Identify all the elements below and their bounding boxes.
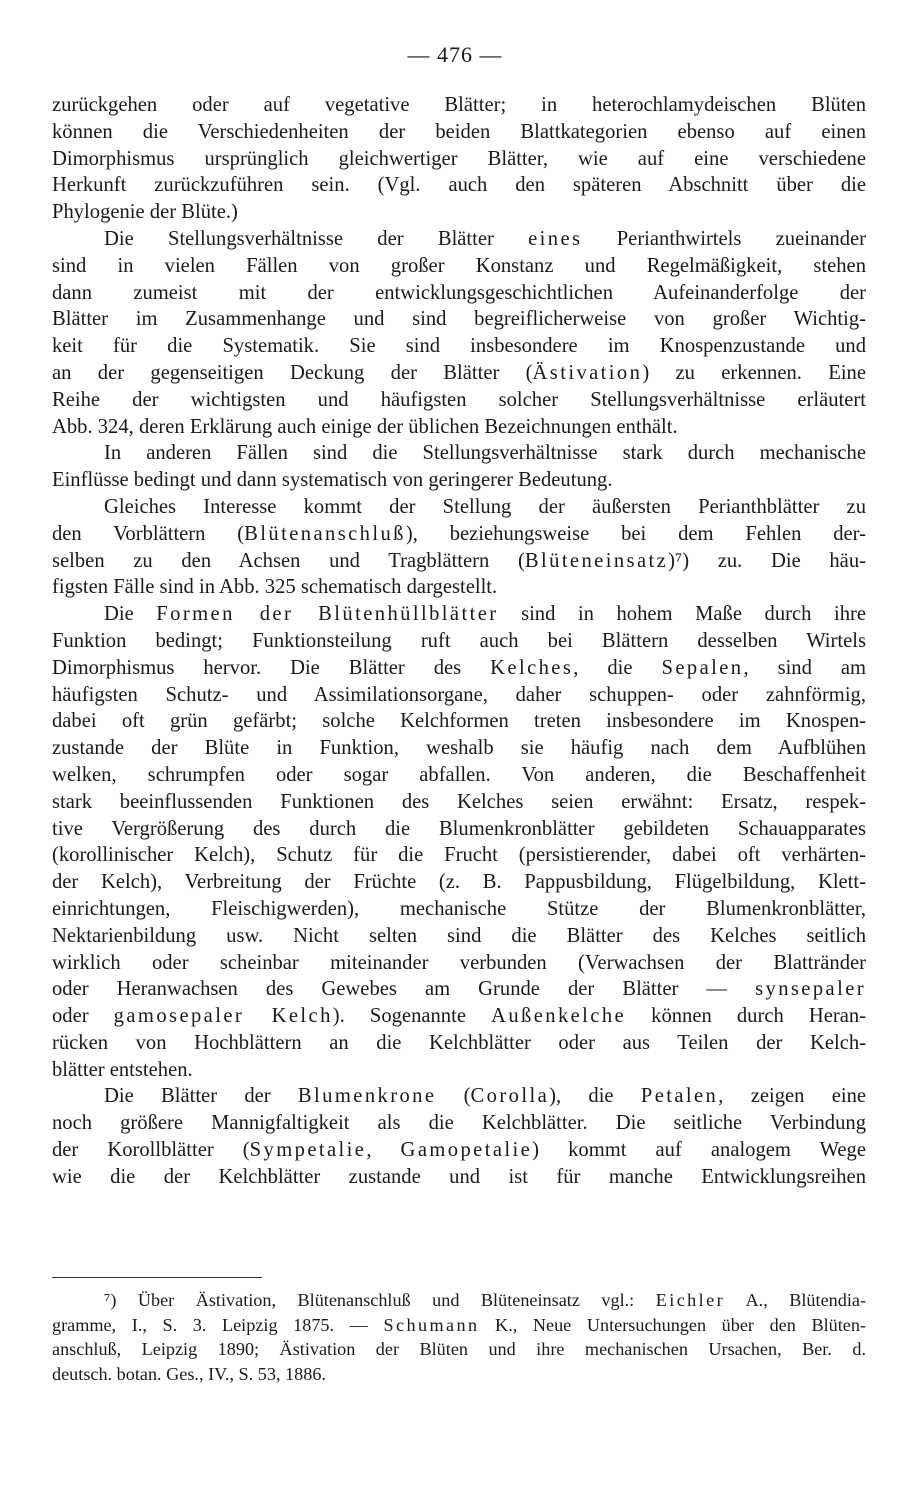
text-line: In anderen Fällen sind die Stellungsverhältnisse stark durch mechanische: [104, 442, 866, 465]
footnote-line: ⁷) Über Ästivation, Blütenanschluß und Blüteneinsatz vgl.: Eichler A., Blütendia-: [104, 1290, 867, 1310]
text-line: Gleiches Interesse kommt der Stellung der äußersten Perianthblätter zu: [104, 495, 866, 518]
emphasized-term: Formen der Blütenhüllblätter: [156, 603, 499, 626]
text-line: der Kelch), Verbreitung der Früchte (z. B. Pappusbildung, Flügelbildung, Klett-: [52, 871, 866, 894]
paragraph-p1: [52, 92, 866, 226]
emphasized-term: Corolla: [470, 1085, 550, 1108]
emphasized-term: Außenkelche: [491, 1005, 627, 1028]
text-line: stark beeinflussenden Funktionen des Kelches seien erwähnt: Ersatz, respek-: [52, 790, 866, 813]
emphasized-term: Ästivation: [532, 361, 643, 384]
emphasized-term: eines: [528, 227, 583, 250]
body-text: [52, 92, 866, 1191]
text-line: dann zumeist mit der entwicklungsgeschichtlichen Aufeinanderfolge der: [52, 281, 866, 304]
emphasized-term: Eichler: [655, 1290, 726, 1310]
text-line: wie die der Kelchblätter zustande und ist für manche Entwicklungsreihen: [52, 1165, 866, 1188]
text-line: Funktion bedingt; Funktionsteilung ruft auch bei Blättern desselben Wirtels: [52, 629, 866, 652]
paragraph-p3: [52, 440, 866, 494]
text-line: Nektarienbildung usw. Nicht selten sind die Blätter des Kelches seitlich: [52, 924, 866, 947]
text-line: rücken von Hochblättern an die Kelchblätter oder aus Teilen der Kelch-: [52, 1031, 866, 1054]
text-line: Reihe der wichtigsten und häufigsten solcher Stellungsverhältnisse erläutert: [52, 388, 866, 411]
footnote-fn7: [52, 1288, 866, 1386]
footnote-rule: [52, 1277, 262, 1278]
text-line: einrichtungen, Fleischigwerden), mechanische Stütze der Blumenkronblätter,: [52, 897, 866, 920]
text-line: dabei oft grün gefärbt; solche Kelchformen treten insbesondere im Knospen-: [52, 710, 866, 733]
text-line: selben zu den Achsen und Tragblättern (Blüteneinsatz)⁷) zu. Die häu-: [52, 549, 866, 572]
text-line: Abb. 324, deren Erklärung auch einige der üblichen Bezeichnungen enthält.: [52, 415, 678, 438]
emphasized-term: Gamopetalie: [400, 1139, 533, 1162]
paragraph-p4: [52, 494, 866, 601]
text-line: Dimorphismus ursprünglich gleichwertiger Blätter, wie auf eine verschiedene: [52, 147, 866, 170]
emphasized-term: gamosepaler Kelch: [113, 1005, 333, 1028]
text-line: blätter entstehen.: [52, 1058, 193, 1081]
emphasized-term: Sepalen: [661, 656, 744, 679]
text-line: Herkunft zurückzuführen sein. (Vgl. auch den späteren Abschnitt über die: [52, 174, 866, 197]
text-line: keit für die Systematik. Sie sind insbesondere im Knospenzustande und: [52, 335, 866, 358]
emphasized-term: Kelches: [490, 656, 574, 679]
text-line: der Korollblätter (Sympetalie, Gamopetalie) kommt auf analogem Wege: [52, 1139, 866, 1162]
text-line: tive Vergrößerung des durch die Blumenkronblätter gebildeten Schauapparates: [52, 817, 866, 840]
footnote-line: gramme, I., S. 3. Leipzig 1875. — Schumann K., Neue Untersuchungen über den Blüten-: [52, 1314, 866, 1335]
emphasized-term: Blütenanschluß: [244, 522, 406, 545]
page-number: — 476 —: [407, 42, 503, 67]
emphasized-term: Schumann: [383, 1314, 480, 1335]
text-line: Blätter im Zusammenhange und sind begreiflicherweise von großer Wichtig-: [52, 308, 866, 331]
footnote-line: deutsch. botan. Ges., IV., S. 53, 1886.: [52, 1363, 326, 1384]
paragraph-p5: [52, 601, 866, 1083]
emphasized-term: synsepaler: [755, 978, 866, 1001]
text-line: den Vorblättern (Blütenanschluß), beziehungsweise bei dem Fehlen der-: [52, 522, 866, 545]
text-line: können die Verschiedenheiten der beiden Blattkategorien ebenso auf einen: [52, 120, 866, 143]
text-line: Die Blätter der Blumenkrone (Corolla), die Petalen, zeigen eine: [104, 1085, 867, 1108]
text-line: an der gegenseitigen Deckung der Blätter (Ästivation) zu erkennen. Eine: [52, 361, 866, 384]
text-line: sind in vielen Fällen von großer Konstanz und Regelmäßigkeit, stehen: [52, 254, 866, 277]
text-line: welken, schrumpfen oder sogar abfallen. Von anderen, die Beschaffenheit: [52, 763, 866, 786]
text-line: noch größere Mannigfaltigkeit als die Kelchblätter. Die seitliche Verbindung: [52, 1112, 866, 1135]
text-line: Die Formen der Blütenhüllblätter sind in hohem Maße durch ihre: [104, 603, 866, 626]
text-line: Die Stellungsverhältnisse der Blätter eines Perianthwirtels zueinander: [104, 227, 866, 250]
text-line: Dimorphismus hervor. Die Blätter des Kelches, die Sepalen, sind am: [52, 656, 867, 679]
paragraph-p6: [52, 1083, 866, 1190]
text-line: (korollinischer Kelch), Schutz für die Frucht (persistierender, dabei oft verhärten-: [52, 844, 866, 867]
emphasized-term: Sympetalie: [249, 1139, 367, 1162]
text-line: oder gamosepaler Kelch). Sogenannte Außenkelche können durch Heran-: [52, 1005, 867, 1028]
footnote-line: anschluß, Leipzig 1890; Ästivation der Blüten und ihre mechanischen Ursachen, Ber. d.: [52, 1339, 866, 1359]
text-line: häufigsten Schutz- und Assimilationsorgane, daher schuppen- oder zahnförmig,: [52, 683, 866, 706]
text-line: figsten Fälle sind in Abb. 325 schematisch dargestellt.: [52, 576, 498, 599]
text-line: wirklich oder scheinbar miteinander verbunden (Verwachsen der Blattränder: [52, 951, 866, 974]
emphasized-term: Blüteneinsatz: [524, 549, 669, 572]
text-line: zustande der Blüte in Funktion, weshalb sie häufig nach dem Aufblühen: [52, 737, 866, 760]
paragraph-p2: [52, 226, 866, 440]
footnotes: [52, 1288, 866, 1386]
text-line: oder Heranwachsen des Gewebes am Grunde der Blätter — synsepaler: [52, 978, 866, 1001]
emphasized-term: Petalen: [640, 1085, 719, 1108]
text-line: Einflüsse bedingt und dann systematisch von geringerer Bedeutung.: [52, 469, 613, 492]
text-line: zurückgehen oder auf vegetative Blätter; in heterochlamydeischen Blüten: [52, 94, 866, 116]
text-line: Phylogenie der Blüte.): [52, 201, 238, 224]
emphasized-term: Blumenkrone: [297, 1085, 437, 1108]
